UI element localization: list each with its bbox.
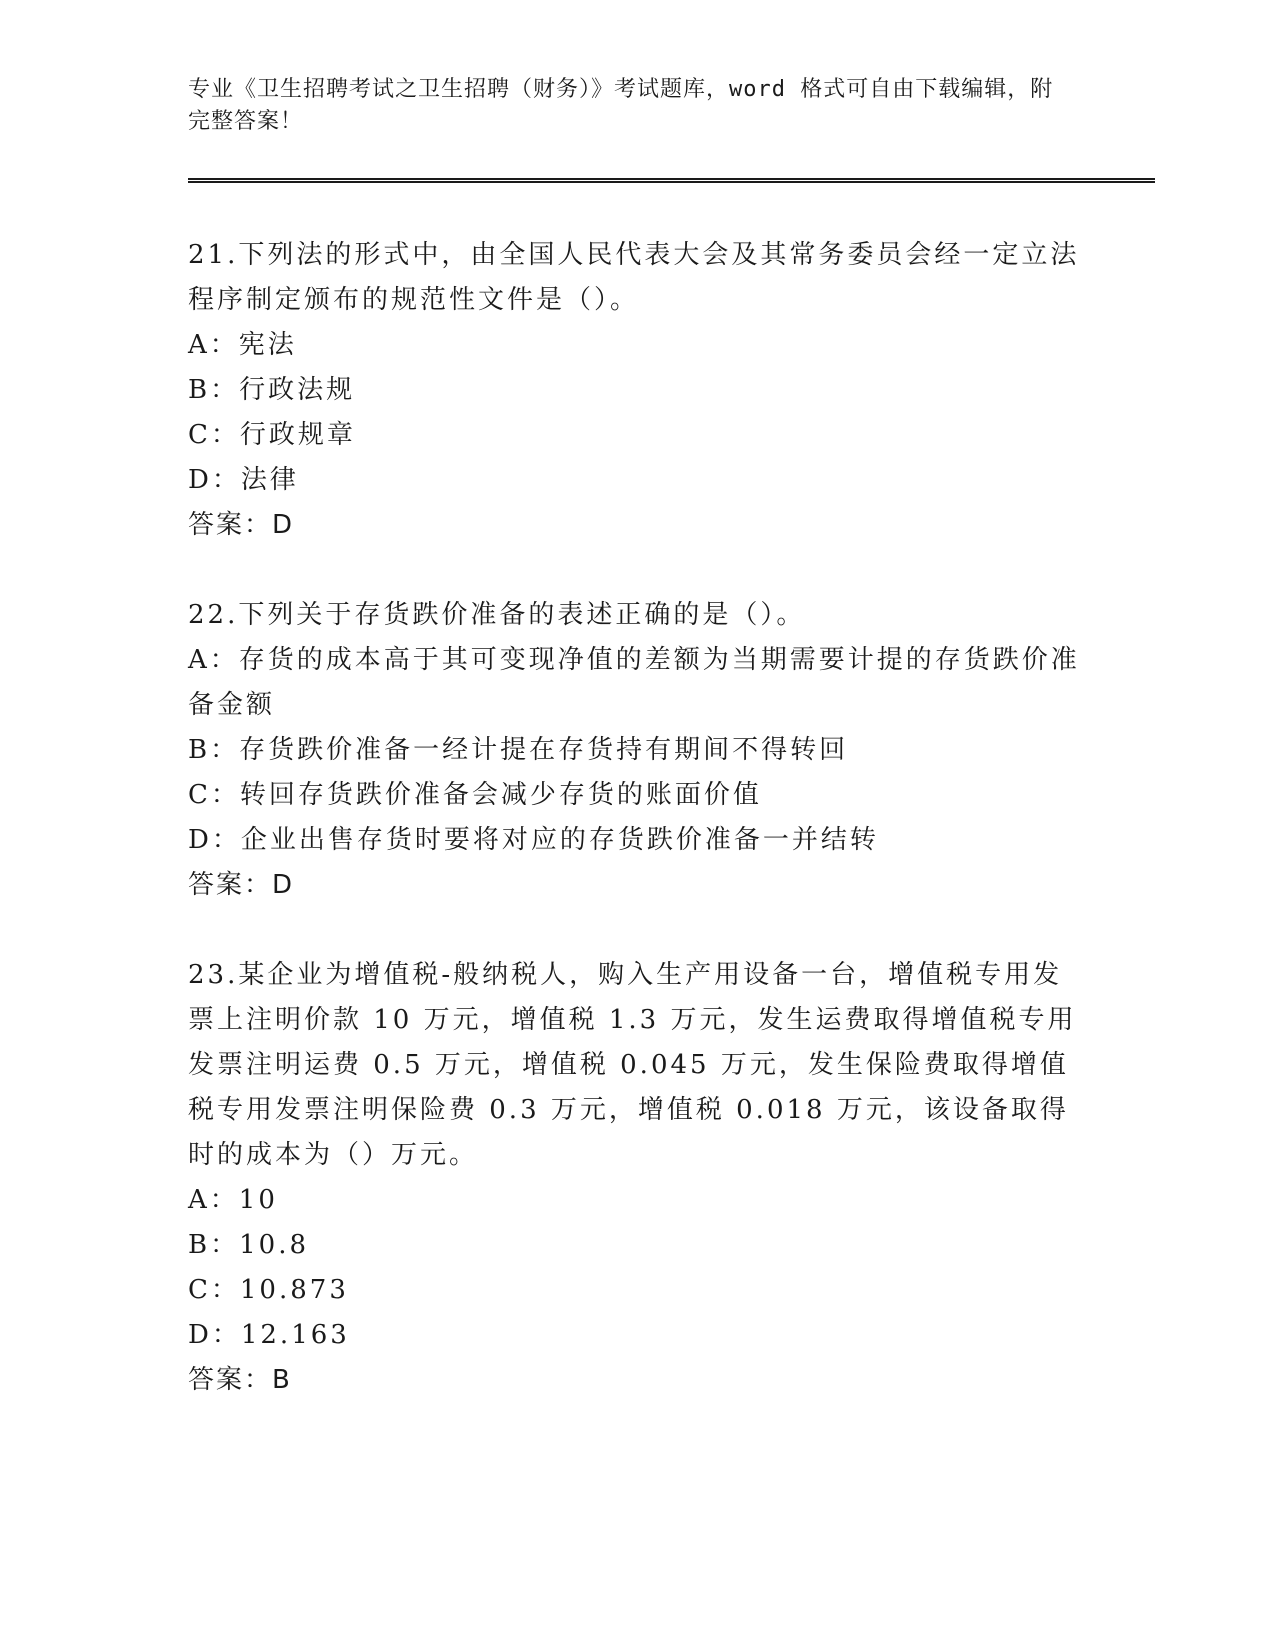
option-c: C：10.873 — [188, 1275, 349, 1305]
option-b: B：存货跌价准备一经计提在存货持有期间不得转回 — [188, 735, 849, 765]
document-header-note: 专业《卫生招聘考试之卫生招聘（财务）》考试题库，word 格式可自由下载编辑，附完整答案！ — [188, 77, 1054, 134]
option-c: C：行政规章 — [188, 420, 356, 450]
option-d: D：12.163 — [188, 1320, 350, 1350]
option-a: A：宪法 — [188, 330, 297, 360]
answer-key: 答案：B — [188, 1365, 292, 1395]
question-list — [188, 233, 1088, 1448]
answer-key: 答案：D — [188, 870, 295, 900]
answer-key: 答案：D — [188, 510, 295, 540]
question-22 — [188, 593, 1088, 908]
question-stem: 23.某企业为增值税-般纳税人，购入生产用设备一台，增值税专用发票上注明价款 10 万元，增值税 1.3 万元，发生运费取得增值税专用发票注明运费 0.5 万元，增值税 0.045 万元，发生保险费取得增值税专用发票注明保险费 0.3 万元，增值税 0.018 万元，该设备取得时的成本为（）万元。 — [188, 960, 1077, 1170]
option-d: D：法律 — [188, 465, 299, 495]
header-divider — [188, 178, 1155, 183]
question-stem: 21.下列法的形式中，由全国人民代表大会及其常务委员会经一定立法程序制定颁布的规范性文件是（）。 — [188, 240, 1080, 315]
question-stem: 22.下列关于存货跌价准备的表述正确的是（）。 — [188, 600, 806, 630]
option-d: D：企业出售存货时要将对应的存货跌价准备一并结转 — [188, 825, 879, 855]
question-21 — [188, 233, 1088, 548]
option-a: A：10 — [188, 1185, 278, 1215]
option-b: B：行政法规 — [188, 375, 356, 405]
option-b: B：10.8 — [188, 1230, 309, 1260]
option-c: C：转回存货跌价准备会减少存货的账面价值 — [188, 780, 762, 810]
question-23 — [188, 953, 1088, 1403]
option-a: A：存货的成本高于其可变现净值的差额为当期需要计提的存货跌价准备金额 — [188, 645, 1080, 720]
